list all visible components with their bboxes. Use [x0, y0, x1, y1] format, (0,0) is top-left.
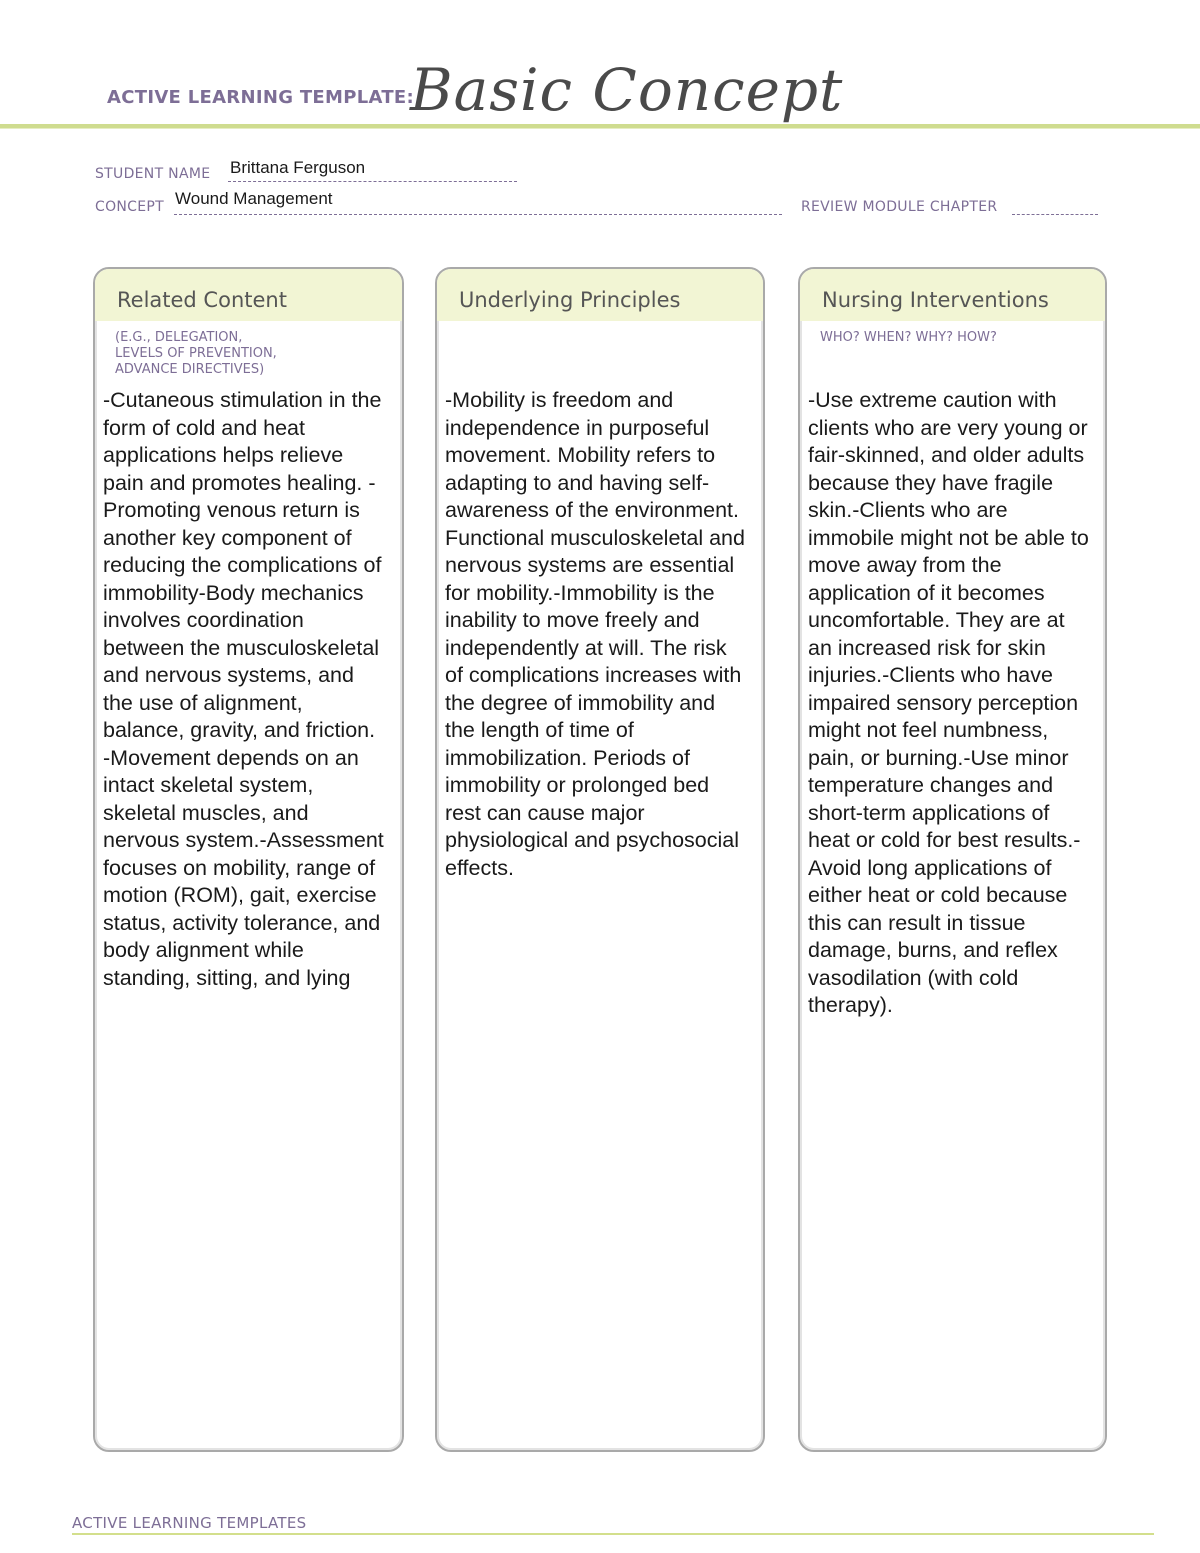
nursing-interventions-title: Nursing Interventions	[800, 269, 1105, 321]
subtitle-line: (E.G., DELEGATION,	[115, 330, 243, 345]
student-name-label: STUDENT NAME	[95, 166, 211, 182]
nursing-interventions-box	[798, 267, 1107, 1452]
subtitle-line: WHO? WHEN? WHY? HOW?	[820, 330, 997, 345]
footer-label: ACTIVE LEARNING TEMPLATES	[72, 1514, 307, 1532]
related-content-subtitle	[95, 321, 402, 377]
subtitle-line: ADVANCE DIRECTIVES)	[115, 362, 265, 377]
review-module-line	[1012, 197, 1098, 215]
underlying-principles-body[interactable]: -Mobility is freedom and independence in purposeful movement. Mobility refers to adapting to and having self-awareness of the environment. Functional musculoskeletal and nervous systems are essential for mobility.-Immobility is the inability to move freely and independently at will. The risk of complications increases with the degree of immobility and the length of time of immobilization. Periods of immobility or prolonged bed rest can cause major physiological and psychosocial effects.	[445, 388, 745, 880]
concept-label: CONCEPT	[95, 199, 164, 215]
related-content-box	[93, 267, 404, 1452]
underlying-principles-subtitle	[437, 321, 763, 377]
student-name-value[interactable]: Brittana Ferguson	[230, 158, 366, 177]
underlying-principles-title: Underlying Principles	[437, 269, 763, 321]
related-content-body[interactable]: -Cutaneous stimulation in the form of cold and heat applications helps relieve pain and promotes healing. -Promoting venous return is another key component of reducing the complications of immobility-Body mechanics involves coordination between the musculoskeletal and nervous systems, and the use of alignment, balance, gravity, and friction. -Movement depends on an intact skeletal system, skeletal muscles, and nervous system.-Assessment focuses on mobility, range of motion (ROM), gait, exercise status, activity tolerance, and body alignment while standing, sitting, and lying	[103, 388, 384, 990]
review-module-label: REVIEW MODULE CHAPTER	[801, 199, 998, 215]
underlying-principles-box	[435, 267, 765, 1452]
subtitle-line: LEVELS OF PREVENTION,	[115, 346, 277, 361]
nursing-interventions-body[interactable]: -Use extreme caution with clients who are very young or fair-skinned, and older adults because they have fragile skin.-Clients who are immobile might not be able to move away from the application of it becomes uncomfortable. They are at an increased risk for skin injuries.-Clients who have impaired sensory perception might not feel numbness, pain, or burning.-Use minor temperature changes and short-term applications of heat or cold for best results.-Avoid long applications of either heat or cold because this can result in tissue damage, burns, and reflex vasodilation (with cold therapy).	[808, 388, 1089, 1017]
template-label: ACTIVE LEARNING TEMPLATE:	[107, 87, 414, 108]
related-content-title: Related Content	[95, 269, 402, 321]
template-title: Basic Concept	[410, 56, 844, 124]
header-rule-shadow	[0, 128, 1200, 129]
nursing-interventions-subtitle	[800, 321, 1105, 377]
footer-rule	[72, 1533, 1154, 1535]
concept-value[interactable]: Wound Management	[175, 189, 333, 208]
